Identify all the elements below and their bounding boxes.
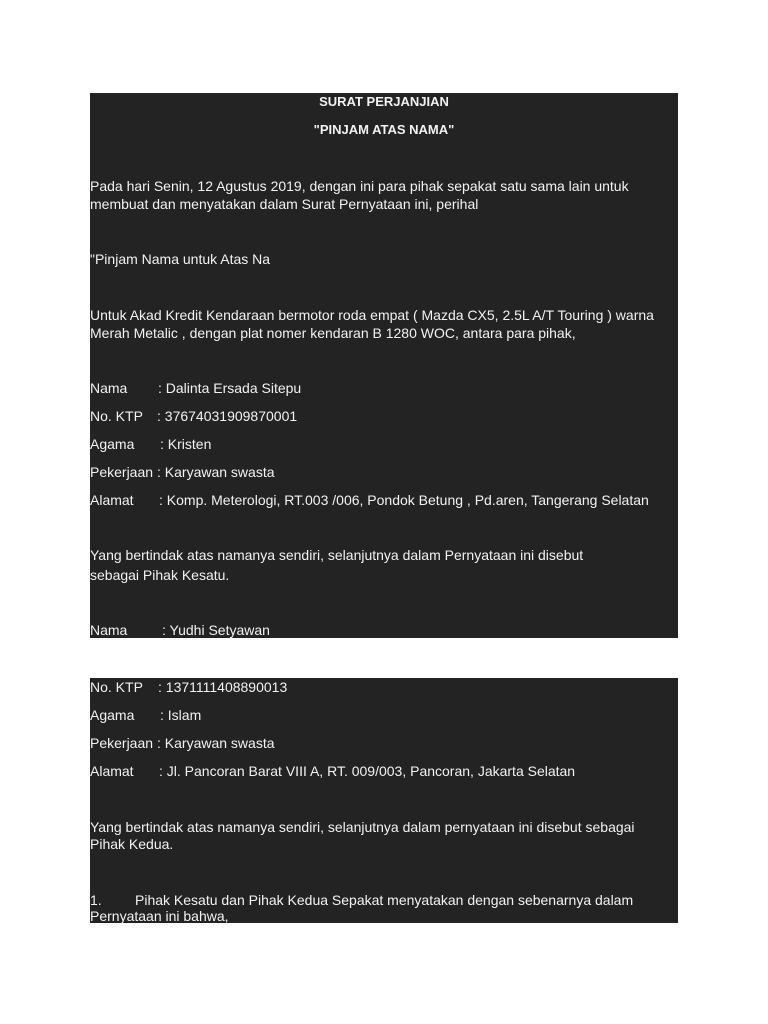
party1-statement-line-1: Yang bertindak atas namanya sendiri, selanjutnya dalam Pernyataan ini disebut <box>90 547 584 563</box>
clause-1-line-2: Pernyataan ini bahwa, <box>90 908 229 923</box>
party1-statement-line-2: sebagai Pihak Kesatu. <box>90 567 230 583</box>
field-value: : Kristen <box>160 436 212 452</box>
field-value: : 37674031909870001 <box>157 408 298 424</box>
field-label: Pekerjaan <box>90 735 154 751</box>
party2-statement-line-1: Yang bertindak atas namanya sendiri, selanjutnya dalam pernyataan ini disebut sebagai <box>90 819 635 835</box>
document-subtitle: "PINJAM ATAS NAMA" <box>313 122 455 137</box>
field-label: Agama <box>90 436 135 452</box>
party1-alamat-row <box>90 491 649 509</box>
field-value: : Dalinta Ersada Sitepu <box>158 380 302 396</box>
party2-ktp-row <box>90 678 287 696</box>
field-value: : Yudhi Setyawan <box>162 622 270 638</box>
field-value: : Komp. Meterologi, RT.003 /006, Pondok Betung , Pd.aren, Tangerang Selatan <box>159 492 649 508</box>
field-label: Nama <box>90 380 128 396</box>
party2-statement-line-2: Pihak Kedua. <box>90 836 174 852</box>
field-value: : Karyawan swasta <box>157 464 275 480</box>
purpose-text: "Pinjam Nama untuk Atas Na <box>90 251 271 267</box>
document-page-1 <box>90 93 678 638</box>
party2-nama-row <box>90 621 270 638</box>
vehicle-line-1: Untuk Akad Kredit Kendaraan bermotor roda empat ( Mazda CX5, 2.5L A/T Touring ) warna <box>90 307 654 323</box>
field-label: Nama <box>90 622 128 638</box>
field-label: No. KTP <box>90 408 143 424</box>
intro-line-1: Pada hari Senin, 12 Agustus 2019, dengan ini para pihak sepakat satu sama lain untuk <box>90 178 629 194</box>
field-label: Alamat <box>90 763 134 779</box>
field-value: : Islam <box>160 707 202 723</box>
intro-line-2: membuat dan menyatakan dalam Surat Pernyataan ini, perihal <box>90 196 479 212</box>
field-value: : Karyawan swasta <box>157 735 275 751</box>
party1-nama-row <box>90 379 301 397</box>
document-title: SURAT PERJANJIAN <box>319 94 449 109</box>
party2-pekerjaan-row <box>90 734 275 752</box>
party2-agama-row <box>90 706 201 724</box>
document-page-2 <box>90 678 678 923</box>
field-label: Alamat <box>90 492 134 508</box>
field-value: : 1371111408890013 <box>158 679 288 695</box>
clause-text: Pihak Kesatu dan Pihak Kedua Sepakat menyatakan dengan sebenarnya dalam <box>135 892 634 908</box>
field-label: Agama <box>90 707 135 723</box>
party2-alamat-row <box>90 762 575 780</box>
field-label: No. KTP <box>90 679 143 695</box>
party1-agama-row <box>90 435 211 453</box>
party1-pekerjaan-row <box>90 463 275 481</box>
field-label: Pekerjaan <box>90 464 154 480</box>
clause-number: 1. <box>90 892 102 908</box>
party1-ktp-row <box>90 407 297 425</box>
vehicle-line-2: Merah Metalic , dengan plat nomer kendaran B 1280 WOC, antara para pihak, <box>90 325 576 341</box>
field-value: : Jl. Pancoran Barat VIII A, RT. 009/003, Pancoran, Jakarta Selatan <box>159 763 576 779</box>
